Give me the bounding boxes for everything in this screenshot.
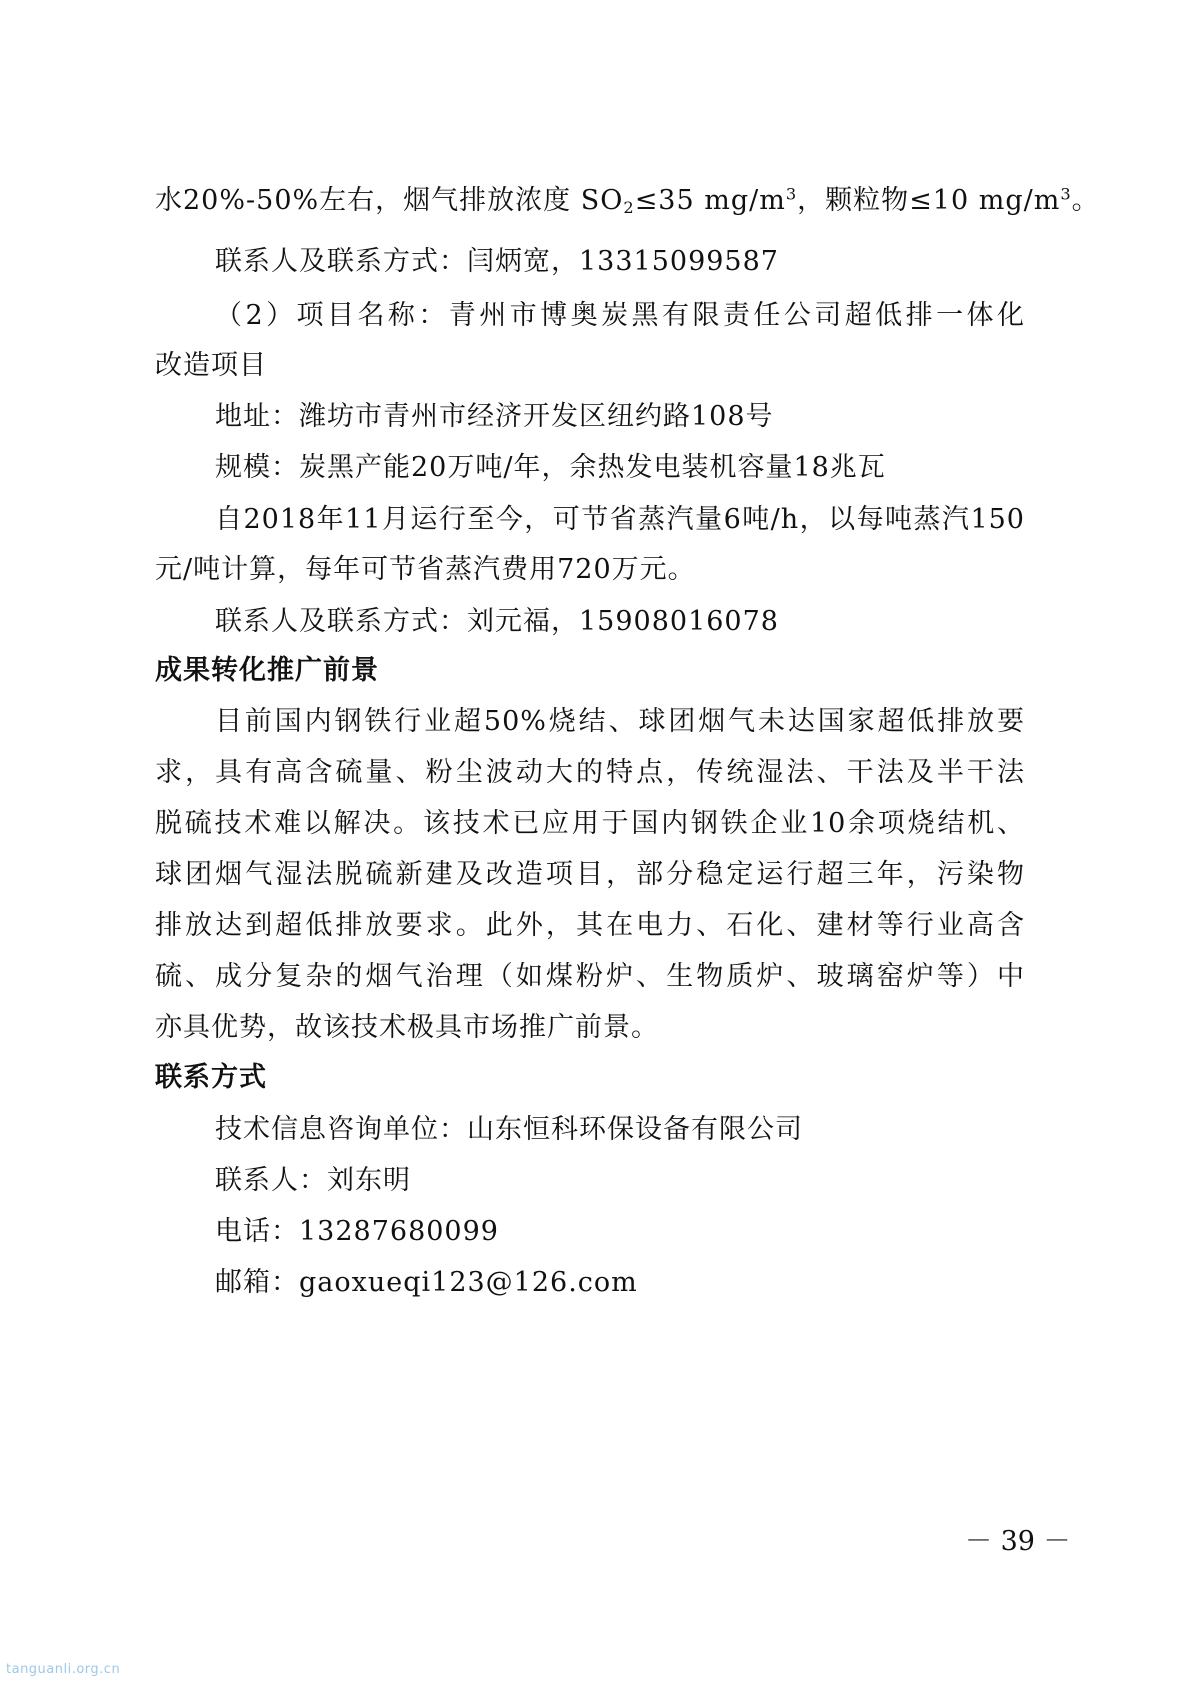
- contact-person: 联系人：刘东明: [215, 1165, 411, 1196]
- contact-info-heading: 联系方式: [155, 1062, 267, 1093]
- continuation-line: [155, 181, 1100, 221]
- contact-line-1: 联系人及联系方式：闫炳宽，13315099587: [215, 246, 779, 277]
- unit-superscript-2: 3: [1060, 184, 1072, 204]
- contact-phone: 电话：13287680099: [215, 1216, 499, 1247]
- contact-unit: 技术信息咨询单位：山东恒科环保设备有限公司: [215, 1114, 803, 1145]
- contact-email: 邮箱：gaoxueqi123@126.com: [215, 1267, 638, 1298]
- continuation-text-2: ≤35 mg/m: [634, 185, 786, 216]
- so2-subscript: 2: [623, 198, 635, 218]
- project2-address: 地址：潍坊市青州市经济开发区纽约路108号: [215, 401, 774, 432]
- watermark: tanguanli.org.cn: [6, 1662, 121, 1677]
- prospects-line: 目前国内钢铁行业超50%烧结、球团烟气未达国家超低排放要: [215, 706, 1025, 737]
- continuation-text-3: ，颗粒物≤10 mg/m: [797, 185, 1061, 216]
- project2-benefit-line2: 元/吨计算，每年可节省蒸汽费用720万元。: [155, 554, 696, 585]
- project2-scale: 规模：炭黑产能20万吨/年，余热发电装机容量18兆瓦: [215, 452, 886, 483]
- project2-benefit-line1: 自2018年11月运行至今，可节省蒸汽量6吨/h，以每吨蒸汽150: [215, 504, 1025, 535]
- prospects-line: 球团烟气湿法脱硫新建及改造项目，部分稳定运行超三年，污染物: [155, 859, 1025, 890]
- prospects-heading: 成果转化推广前景: [155, 655, 379, 686]
- prospects-line: 亦具优势，故该技术极具市场推广前景。: [155, 1012, 659, 1043]
- project2-title-line1: （2）项目名称：青州市博奥炭黑有限责任公司超低排一体化: [215, 300, 1025, 331]
- continuation-text-1: 水20%-50%左右，烟气排放浓度 SO: [155, 185, 624, 216]
- project2-title-line2: 改造项目: [155, 350, 267, 381]
- prospects-line: 排放达到超低排放要求。此外，其在电力、石化、建材等行业高含: [155, 910, 1025, 941]
- unit-superscript-1: 3: [785, 184, 798, 204]
- page-number: － 39 －: [965, 1526, 1071, 1557]
- continuation-text-4: 。: [1071, 185, 1100, 216]
- prospects-line: 求，具有高含硫量、粉尘波动大的特点，传统湿法、干法及半干法: [155, 757, 1025, 788]
- prospects-line: 硫、成分复杂的烟气治理（如煤粉炉、生物质炉、玻璃窑炉等）中: [155, 961, 1025, 992]
- project2-contact: 联系人及联系方式：刘元福，15908016078: [215, 606, 779, 637]
- prospects-line: 脱硫技术难以解决。该技术已应用于国内钢铁企业10余项烧结机、: [155, 808, 1025, 839]
